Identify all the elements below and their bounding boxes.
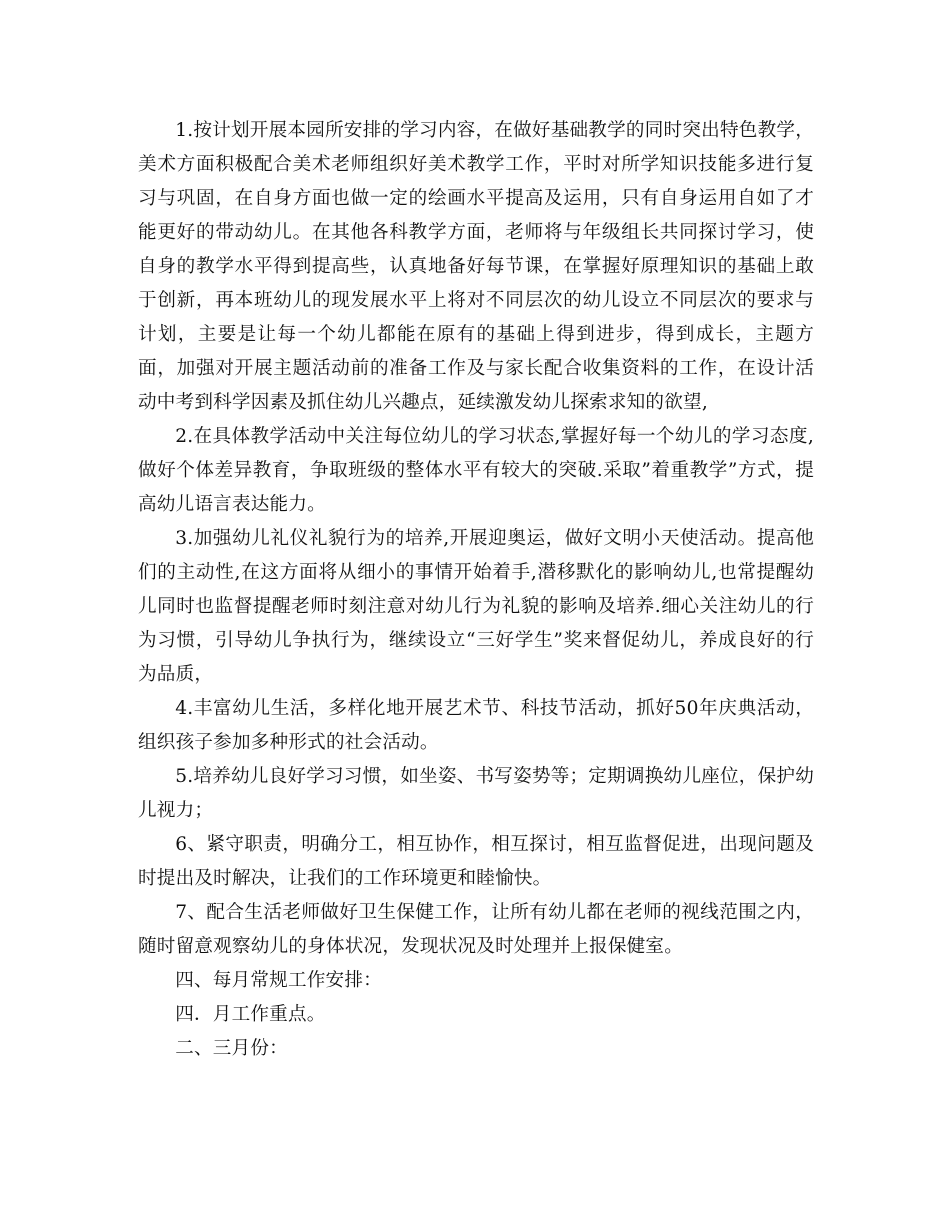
- paragraph-1: 1.按计划开展本园所安排的学习内容，在做好基础教学的同时突出特色教学，美术方面积极配合美术老师组织好美术教学工作，平时对所学知识技能多进行复习与巩固，在自身方面也做一定的绘画水平提高及运用，只有自身运用自如了才能更好的带动幼儿。在其他各科教学方面，老师将与年级组长共同探讨学习，使自身的教学水平得到提高些，认真地备好每节课，在掌握好原理知识的基础上敢于创新，再本班幼儿的现发展水平上将对不同层次的幼儿设立不同层次的要求与计划，主要是让每一个幼儿都能在原有的基础上得到进步，得到成长，主题方面，加强对开展主题活动前的准备工作及与家长配合收集资料的工作，在设计活动中考到科学因素及抓住幼儿兴趣点，延续激发幼儿探索求知的欲望,: [138, 120, 814, 413]
- section-heading-monthly: 四、每月常规工作安排：: [175, 970, 382, 991]
- document-body: [138, 114, 814, 1066]
- paragraph-6: 6、紧守职责，明确分工，相互协作，相互探讨，相互监督促进，出现问题及时提出及时解决，让我们的工作环境更和睦愉快。: [138, 834, 814, 889]
- paragraph-4: 4.丰富幼儿生活，多样化地开展艺术节、科技节活动，抓好50年庆典活动，组织孩子参加多种形式的社会活动。: [138, 698, 814, 753]
- paragraph-7: 7、配合生活老师做好卫生保健工作，让所有幼儿都在老师的视线范围之内，随时留意观察幼儿的身体状况，发现状况及时处理并上报保健室。: [138, 902, 814, 957]
- section-heading-focus: 四．月工作重点。: [175, 1004, 326, 1025]
- section-heading-march: 二、三月份：: [175, 1038, 288, 1059]
- paragraph-2: 2.在具体教学活动中关注每位幼儿的学习状态,掌握好每一个幼儿的学习态度,做好个体差异教育，争取班级的整体水平有较大的突破.采取”着重教学”方式，提高幼儿语言表达能力。: [138, 426, 814, 515]
- paragraph-3: 3.加强幼儿礼仪礼貌行为的培养,开展迎奥运，做好文明小天使活动。提高他们的主动性,在这方面将从细小的事情开始着手,潜移默化的影响幼儿,也常提醒幼儿同时也监督提醒老师时刻注意对幼儿行为礼貌的影响及培养.细心关注幼儿的行为习惯，引导幼儿争执行为，继续设立“三好学生”奖来督促幼儿，养成良好的行为品质，: [138, 528, 814, 685]
- paragraph-5: 5.培养幼儿良好学习习惯，如坐姿、书写姿势等；定期调换幼儿座位，保护幼儿视力；: [138, 766, 814, 821]
